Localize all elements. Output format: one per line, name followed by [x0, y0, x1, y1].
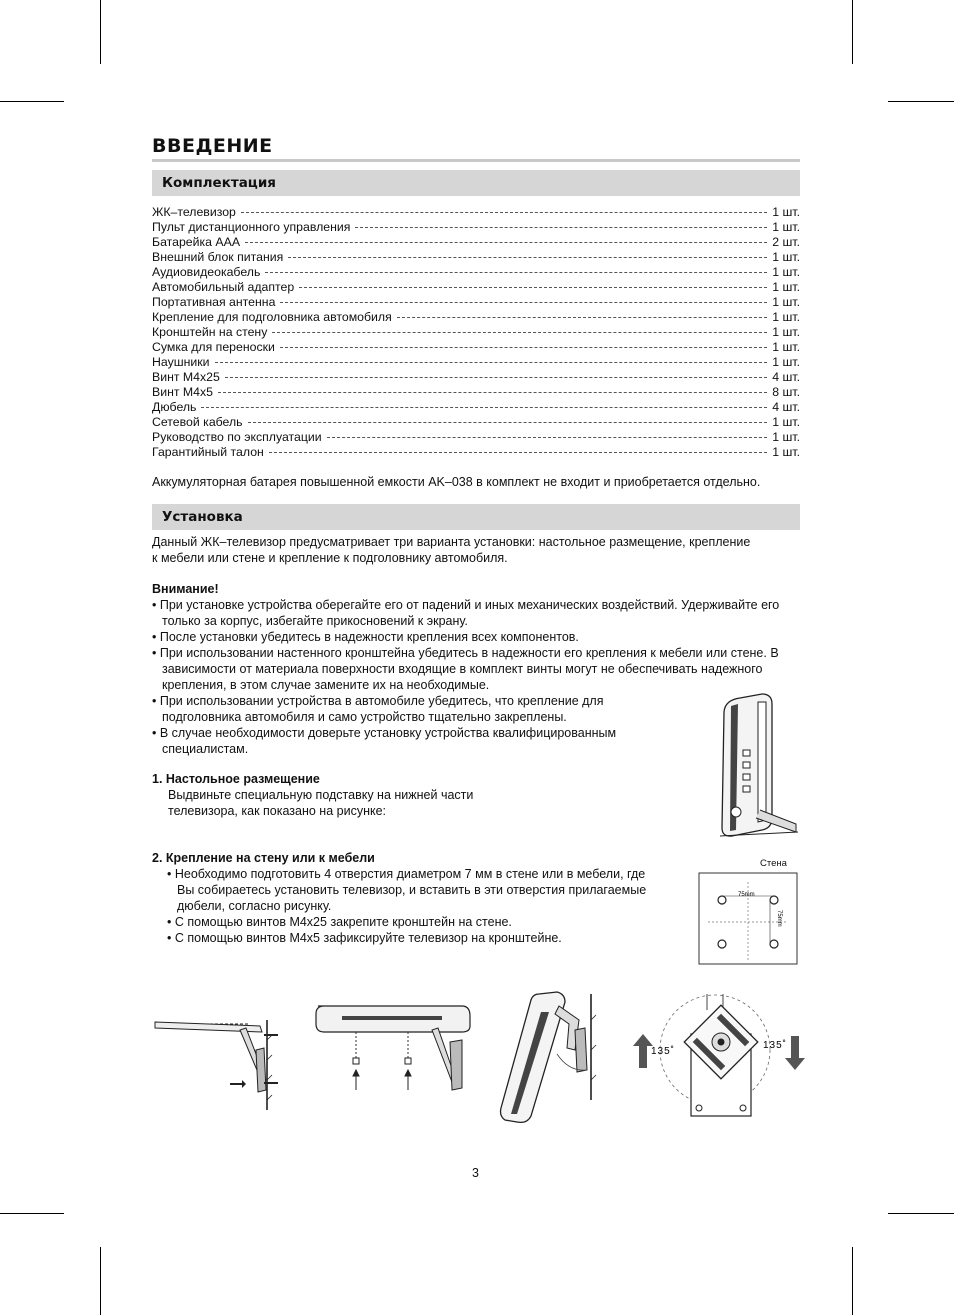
warning-item: • При использовании настенного кронштейна убедитесь в надежности его крепления к мебели или стене. В зависимости от материала поверхности входящие в комплект винты могут не обеспечивать надежного крепления, в этом случае замените их на необходимые. — [152, 645, 814, 693]
leader-dots — [280, 347, 767, 348]
wall-step: • Необходимо подготовить 4 отверстия диаметром 7 мм в стене или в мебели, где Вы собираетесь установить телевизор, и вставить в эти отверстия прилагаемые дюбели, согласно рисунку. — [167, 866, 657, 914]
page-title: ВВЕДЕНИЕ — [152, 135, 273, 157]
item-quantity: 1 шт. — [772, 415, 800, 429]
leader-dots — [272, 332, 767, 333]
desk-stand-illustration — [700, 690, 800, 850]
leader-dots — [245, 242, 767, 243]
leader-dots — [265, 272, 767, 273]
battery-note: Аккумуляторная батарея повышенной емкости AK–038 в комплект не входит и приобретается отдельно. — [152, 475, 761, 489]
contents-list — [152, 205, 800, 460]
item-quantity: 1 шт. — [772, 340, 800, 354]
crop-mark — [852, 0, 853, 64]
contents-item — [152, 205, 800, 220]
crop-mark — [100, 1247, 101, 1315]
title-divider — [152, 159, 800, 162]
item-name: Сетевой кабель — [152, 415, 243, 429]
contents-item — [152, 280, 800, 295]
warning-item: • При использовании устройства в автомобиле убедитесь, что крепление для подголовника автомобиля и само устройство тщательно закреплены. — [152, 693, 617, 725]
contents-item — [152, 400, 800, 415]
crop-mark — [852, 1247, 853, 1315]
item-quantity: 1 шт. — [772, 325, 800, 339]
item-quantity: 1 шт. — [772, 250, 800, 264]
leader-dots — [327, 437, 768, 438]
leader-dots — [269, 452, 767, 453]
desk-line-2: телевизора, как показано на рисунке: — [168, 804, 387, 818]
leader-dots — [299, 287, 767, 288]
leader-dots — [241, 212, 767, 213]
item-quantity: 1 шт. — [772, 205, 800, 219]
item-name: Крепление для подголовника автомобиля — [152, 310, 392, 324]
leader-dots — [280, 302, 767, 303]
crop-mark — [100, 0, 101, 64]
screws-underside-illustration — [312, 1002, 472, 1102]
leader-dots — [288, 257, 767, 258]
item-name: Руководство по эксплуатации — [152, 430, 322, 444]
item-name: Винт М4х25 — [152, 370, 220, 384]
contents-item — [152, 220, 800, 235]
contents-item — [152, 445, 800, 460]
tilted-tv-illustration — [495, 990, 605, 1126]
contents-item — [152, 265, 800, 280]
wall-title: 2. Крепление на стену или к мебели — [152, 851, 375, 865]
item-quantity: 1 шт. — [772, 265, 800, 279]
item-quantity: 2 шт. — [772, 235, 800, 249]
wall-step: • С помощью винтов М4х5 зафиксируйте телевизор на кронштейне. — [167, 930, 657, 946]
item-name: Винт М4х5 — [152, 385, 213, 399]
item-name: Автомобильный адаптер — [152, 280, 295, 294]
item-name: Дюбель — [152, 400, 197, 414]
contents-item — [152, 340, 800, 355]
item-quantity: 4 шт. — [772, 370, 800, 384]
item-name: Портативная антенна — [152, 295, 276, 309]
item-quantity: 1 шт. — [772, 220, 800, 234]
item-quantity: 1 шт. — [772, 430, 800, 444]
warning-item: • При установке устройства оберегайте его от падений и иных механических воздействий. Удерживайте его только за корпус, избегайте прикосновений к экрану. — [152, 597, 802, 629]
leader-dots — [248, 422, 768, 423]
item-quantity: 1 шт. — [772, 445, 800, 459]
item-name: Сумка для переноски — [152, 340, 275, 354]
desk-line-1: Выдвиньте специальную подставку на нижней части — [168, 788, 474, 802]
contents-item — [152, 310, 800, 325]
wall-step: • С помощью винтов М4х25 закрепите кронштейн на стене. — [167, 914, 657, 930]
crop-mark — [0, 1213, 64, 1214]
intro-line-2: к мебели или стене и крепление к подголовнику автомобиля. — [152, 551, 508, 565]
item-name: ЖК–телевизор — [152, 205, 236, 219]
item-name: Кронштейн на стену — [152, 325, 268, 339]
leader-dots — [225, 377, 767, 378]
desk-title: 1. Настольное размещение — [152, 772, 320, 786]
leader-dots — [215, 362, 768, 363]
item-quantity: 1 шт. — [772, 295, 800, 309]
item-name: Батарейка AAA — [152, 235, 241, 249]
dim-horizontal: 75mm — [738, 892, 755, 898]
contents-item — [152, 250, 800, 265]
wall-label: Стена — [760, 858, 787, 869]
item-name: Аудиовидеокабель — [152, 265, 261, 279]
wall-holes-diagram — [698, 872, 800, 966]
crop-mark — [0, 101, 64, 102]
contents-item — [152, 385, 800, 400]
leader-dots — [397, 317, 767, 318]
item-quantity: 1 шт. — [772, 310, 800, 324]
crop-mark — [888, 101, 954, 102]
rotation-bracket-illustration — [625, 990, 810, 1125]
item-name: Внешний блок питания — [152, 250, 284, 264]
leader-dots — [218, 392, 767, 393]
bracket-side-illustration — [150, 1010, 280, 1110]
warning-item: • В случае необходимости доверьте установку устройства квалифицированным специалистам. — [152, 725, 657, 757]
contents-item — [152, 235, 800, 250]
item-quantity: 1 шт. — [772, 355, 800, 369]
warning-title: Внимание! — [152, 582, 219, 596]
page-number: 3 — [472, 1166, 479, 1180]
dim-vertical: 75mm — [776, 910, 782, 927]
section-header-contents: Комплектация — [152, 170, 800, 196]
contents-item — [152, 370, 800, 385]
wall-steps — [167, 866, 657, 946]
item-quantity: 1 шт. — [772, 280, 800, 294]
item-name: Пульт дистанционного управления — [152, 220, 351, 234]
leader-dots — [355, 227, 767, 228]
item-quantity: 8 шт. — [772, 385, 800, 399]
contents-item — [152, 325, 800, 340]
intro-line-1: Данный ЖК–телевизор предусматривает три варианта установки: настольное размещение, крепление — [152, 535, 751, 549]
angle-left-label: 135˚ — [651, 1046, 676, 1057]
item-quantity: 4 шт. — [772, 400, 800, 414]
contents-item — [152, 430, 800, 445]
item-name: Наушники — [152, 355, 210, 369]
contents-item — [152, 415, 800, 430]
leader-dots — [201, 407, 767, 408]
item-name: Гарантийный талон — [152, 445, 264, 459]
contents-item — [152, 295, 800, 310]
section-header-installation: Установка — [152, 504, 800, 530]
crop-mark — [888, 1213, 954, 1214]
angle-right-label: 135˚ — [763, 1040, 788, 1051]
warning-item: • После установки убедитесь в надежности крепления всех компонентов. — [152, 629, 802, 645]
contents-item — [152, 355, 800, 370]
